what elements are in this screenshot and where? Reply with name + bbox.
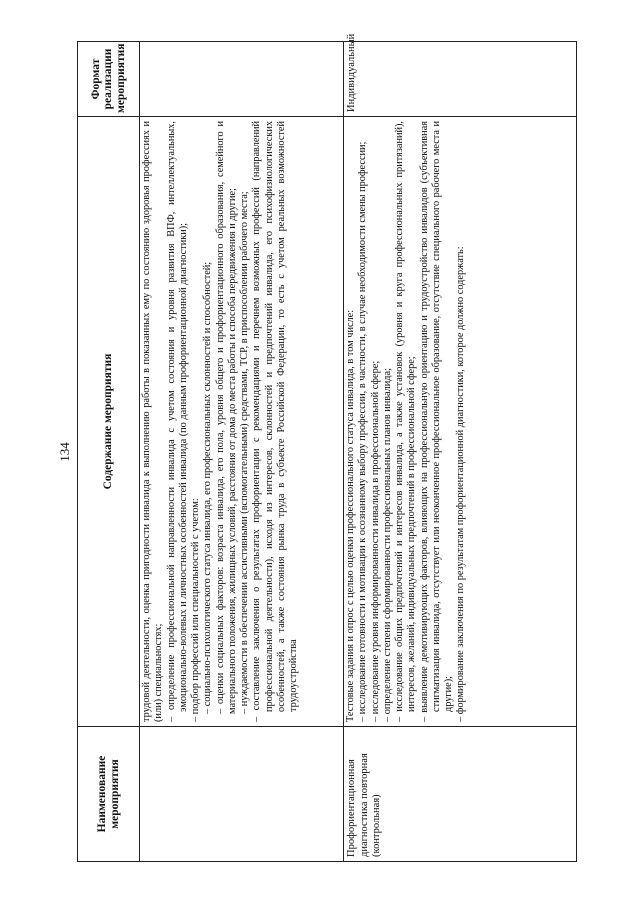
- row2-content: [344, 117, 577, 727]
- header-content: Содержание мероприятия: [78, 117, 140, 727]
- row1-content: [140, 117, 344, 727]
- row2-line: Тестовые задания и опрос с целью оценки профессионального статуса инвалида, в том числе:: [345, 309, 356, 722]
- row2-line: – выявление демотивирующих факторов, влияющих на профессиональную ориентацию и трудоустройство инвалидов (субъективная стигматизация инвалида, отсутствует или неоконченное профессиональное образование, отсутствие специального рабочего места и другие);: [418, 121, 454, 722]
- table-row: [344, 42, 577, 862]
- row1-line: – подбор профессий или специальностей с учетом:: [190, 498, 201, 722]
- header-format: Формат реализации мероприятия: [78, 42, 140, 117]
- row1-format: [140, 42, 344, 117]
- row1-line: – составление заключения о результатах профориентации с рекомендациями и перечнем возможных профессий (направлений профессиональной деятельности), исходя из интересов, склонностей и предпочтений инвалида, его психофизиологических особенностей, а также состояния рынка труда в субъекте Российской Федерации, то есть с учетом реальных возможностей трудоустройства: [251, 121, 299, 722]
- row1-line: – оценки социальных факторов: возраста инвалида, его пола, уровня общего и профориентационного образования, семейного и материального положения, жилищных условий, расстояния от дома до места работы и способа передвижения и другие;: [214, 121, 238, 714]
- row2-line: – исследование готовности и мотивации к осознанному выбору профессии, в частности, в случае необходимости смены профессии;: [357, 141, 369, 722]
- header-name: Наименование мероприятия: [78, 727, 140, 862]
- row2-name: Профориентационная диагностика повторная (контрольная): [344, 727, 577, 862]
- table-header-row: [78, 42, 140, 862]
- row2-line: – определение степени сформированности профессиональных планов инвалида;: [381, 368, 393, 722]
- row2-line: – исследование уровня информированности инвалида в профессиональной сфере;: [369, 360, 381, 722]
- row1-name: [140, 727, 344, 862]
- row2-line: – формирование заключения по результатам профориентационной диагностики, которое должно содержать:: [455, 246, 467, 722]
- row1-line: – нуждаемости в обеспечении ассистивными (вспомогательными) средствами, ТСР, в приспособлении рабочего места;: [239, 191, 250, 714]
- page-number: 134: [57, 442, 72, 462]
- row2-line: – исследование общих предпочтений и интересов инвалида, а также установок (уровня и круга профессиональных притязаний), интересов, желаний, индивидуальных предпочтений в профессиональной сфере;: [394, 121, 418, 722]
- measures-table: [77, 33, 577, 862]
- row1-line: – определение профессиональной направленности инвалида с учетом состояния и уровня развития ВПФ, интеллектуальных, эмоционально-волевых и личностных особенностей инвалида (по данным профориентационной диагностики);: [165, 121, 189, 722]
- rotated-document: [55, 33, 585, 867]
- row2-format: Индивидуальный: [344, 42, 577, 117]
- row1-line: – социально-психологического статуса инвалида, его профессиональных склонностей и способностей;: [202, 261, 214, 714]
- row1-line: трудовой деятельности, оценка пригодности инвалида к выполнению работы в показанных ему по состоянию здоровья профессиях и (или) специальностях;: [141, 121, 165, 722]
- table-row: [140, 42, 344, 862]
